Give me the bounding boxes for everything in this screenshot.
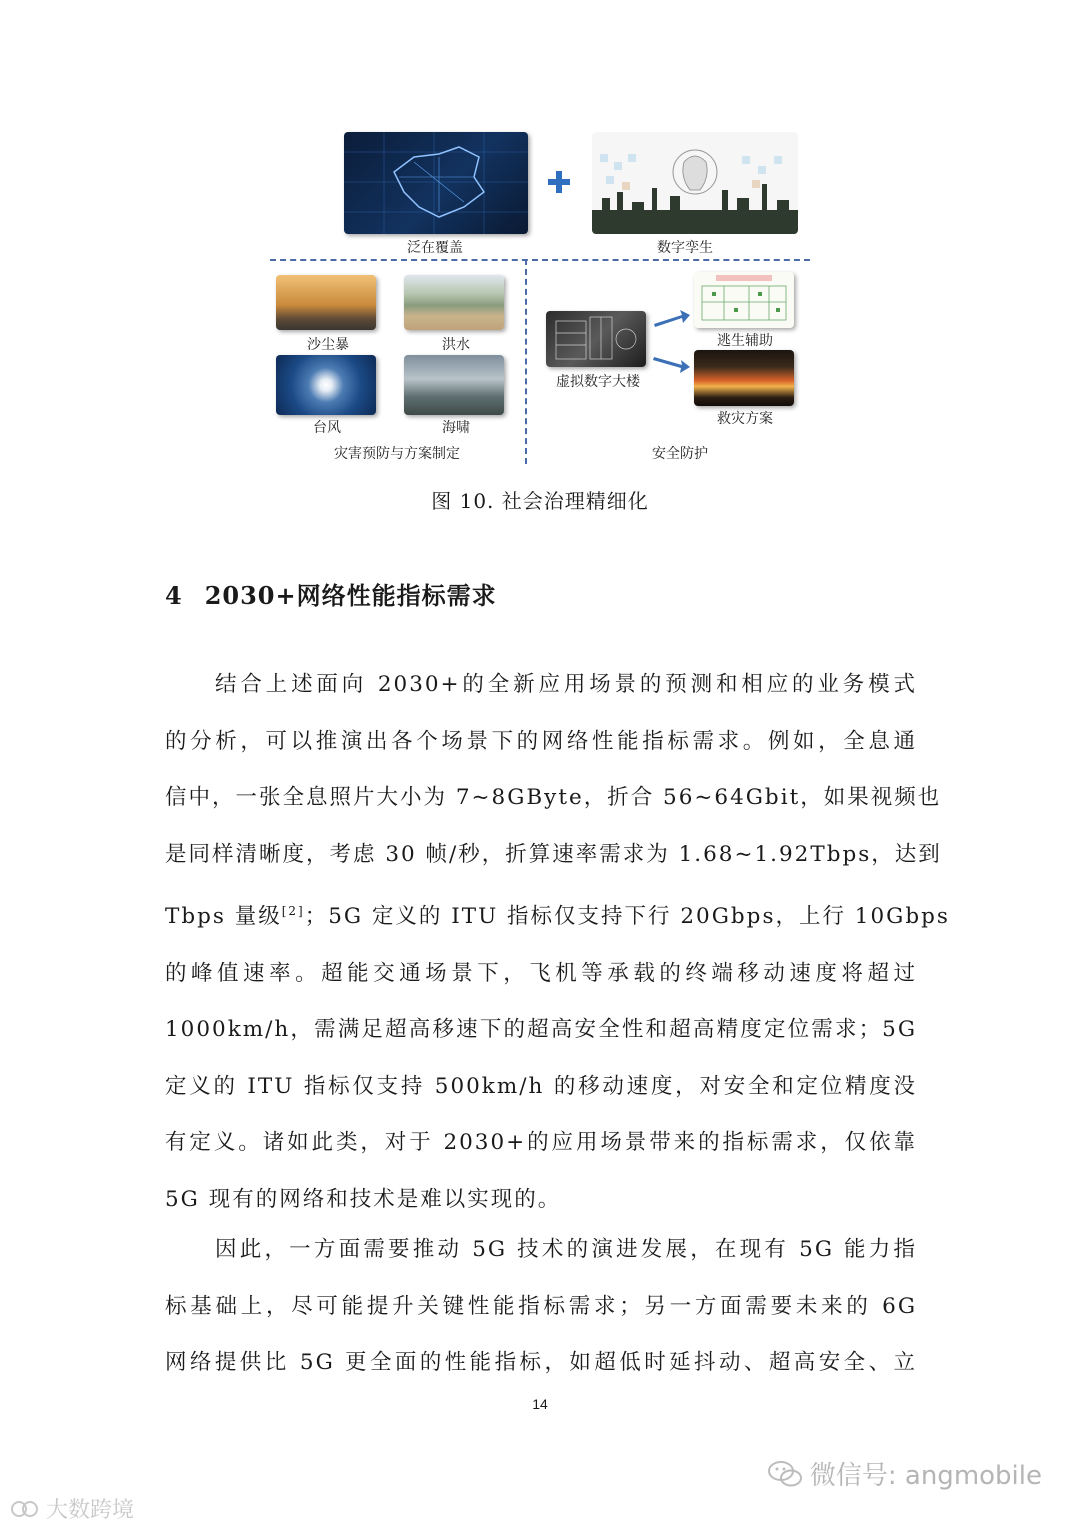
label-disaster-section: 灾害预防与方案制定 [334,446,460,462]
china-map-image [344,132,528,234]
escape-plan-image [694,272,794,328]
sandstorm-image [276,275,376,330]
wechat-watermark [768,1455,1042,1492]
brand-logo-icon [10,1498,40,1520]
paragraph-line: 的峰值速率。超能交通场景下，飞机等承载的终端移动速度将超过 [165,960,917,986]
digital-twin-image [592,132,798,234]
label-escape: 逃生辅助 [717,333,773,349]
divider-horizontal [270,259,810,261]
rescue-image [694,350,794,406]
section-title: 2030+网络性能指标需求 [204,581,497,610]
label-virtual-building: 虚拟数字大楼 [556,374,640,390]
line-text: ；5G 定义的 ITU 指标仅支持下行 20Gbps，上行 10Gbps [304,904,950,930]
paragraph-line: 的分析，可以推演出各个场景下的网络性能指标需求。例如，全息通 [165,728,917,754]
page-number: 14 [532,1396,548,1412]
label-typhoon: 台风 [313,420,341,436]
brand-watermark [10,1493,134,1524]
paragraph-line: 因此，一方面需要推动 5G 技术的演进发展，在现有 5G 能力指 [215,1237,917,1262]
brand-name: 大数跨境 [46,1498,135,1523]
figure-caption: 图 10. 社会治理精细化 [431,489,649,513]
line-text: Tbps 量级 [165,904,282,930]
flood-image [404,275,504,330]
paragraph-1 [165,657,950,1228]
paragraph-line: 有定义。诸如此类，对于 2030+的应用场景带来的指标需求，仅依靠 [165,1130,917,1156]
paragraph-line: 是同样清晰度，考虑 30 帧/秒，折算速率需求为 1.68~1.92Tbps，达到 [165,841,942,867]
label-sandstorm: 沙尘暴 [307,337,349,353]
label-flood: 洪水 [442,337,470,353]
wechat-id: 微信号: angmobile [809,1461,1042,1491]
paragraph-line: 信中，一张全息照片大小为 7~8GByte，折合 56~64Gbit，如果视频也 [165,785,942,810]
wechat-icon [768,1460,802,1488]
label-safety-section: 安全防护 [652,446,708,462]
figure-social-governance [262,125,812,470]
section-number: 4 [165,581,183,610]
tsunami-image [404,355,504,415]
arrow-down-icon [652,353,692,375]
virtual-building-image [546,311,646,367]
label-digital-twin: 数字孪生 [657,240,713,256]
paragraph-line [165,883,950,946]
arrow-up-icon [652,307,692,329]
citation-reference[interactable]: [2] [281,904,305,918]
section-heading [165,576,497,611]
paragraph-line: 网络提供比 5G 更全面的性能指标，如超低时延抖动、超高安全、立 [165,1350,917,1375]
paragraph-line: 定义的 ITU 指标仅支持 500km/h 的移动速度，对安全和定位精度没 [165,1073,917,1099]
label-tsunami: 海啸 [442,420,470,436]
divider-vertical [525,259,527,464]
label-rescue: 救灾方案 [717,411,773,427]
paragraph-line: 5G 现有的网络和技术是难以实现的。 [165,1186,562,1212]
paragraph-line: 结合上述面向 2030+的全新应用场景的预测和相应的业务模式 [215,672,917,697]
plus-icon [548,171,570,193]
paragraph-2 [165,1222,917,1392]
paragraph-line: 1000km/h，需满足超高移速下的超高安全性和超高精度定位需求；5G [165,1017,917,1043]
label-coverage: 泛在覆盖 [407,240,463,256]
paragraph-line: 标基础上，尽可能提升关键性能指标需求；另一方面需要未来的 6G [165,1293,917,1319]
typhoon-image [276,355,376,415]
